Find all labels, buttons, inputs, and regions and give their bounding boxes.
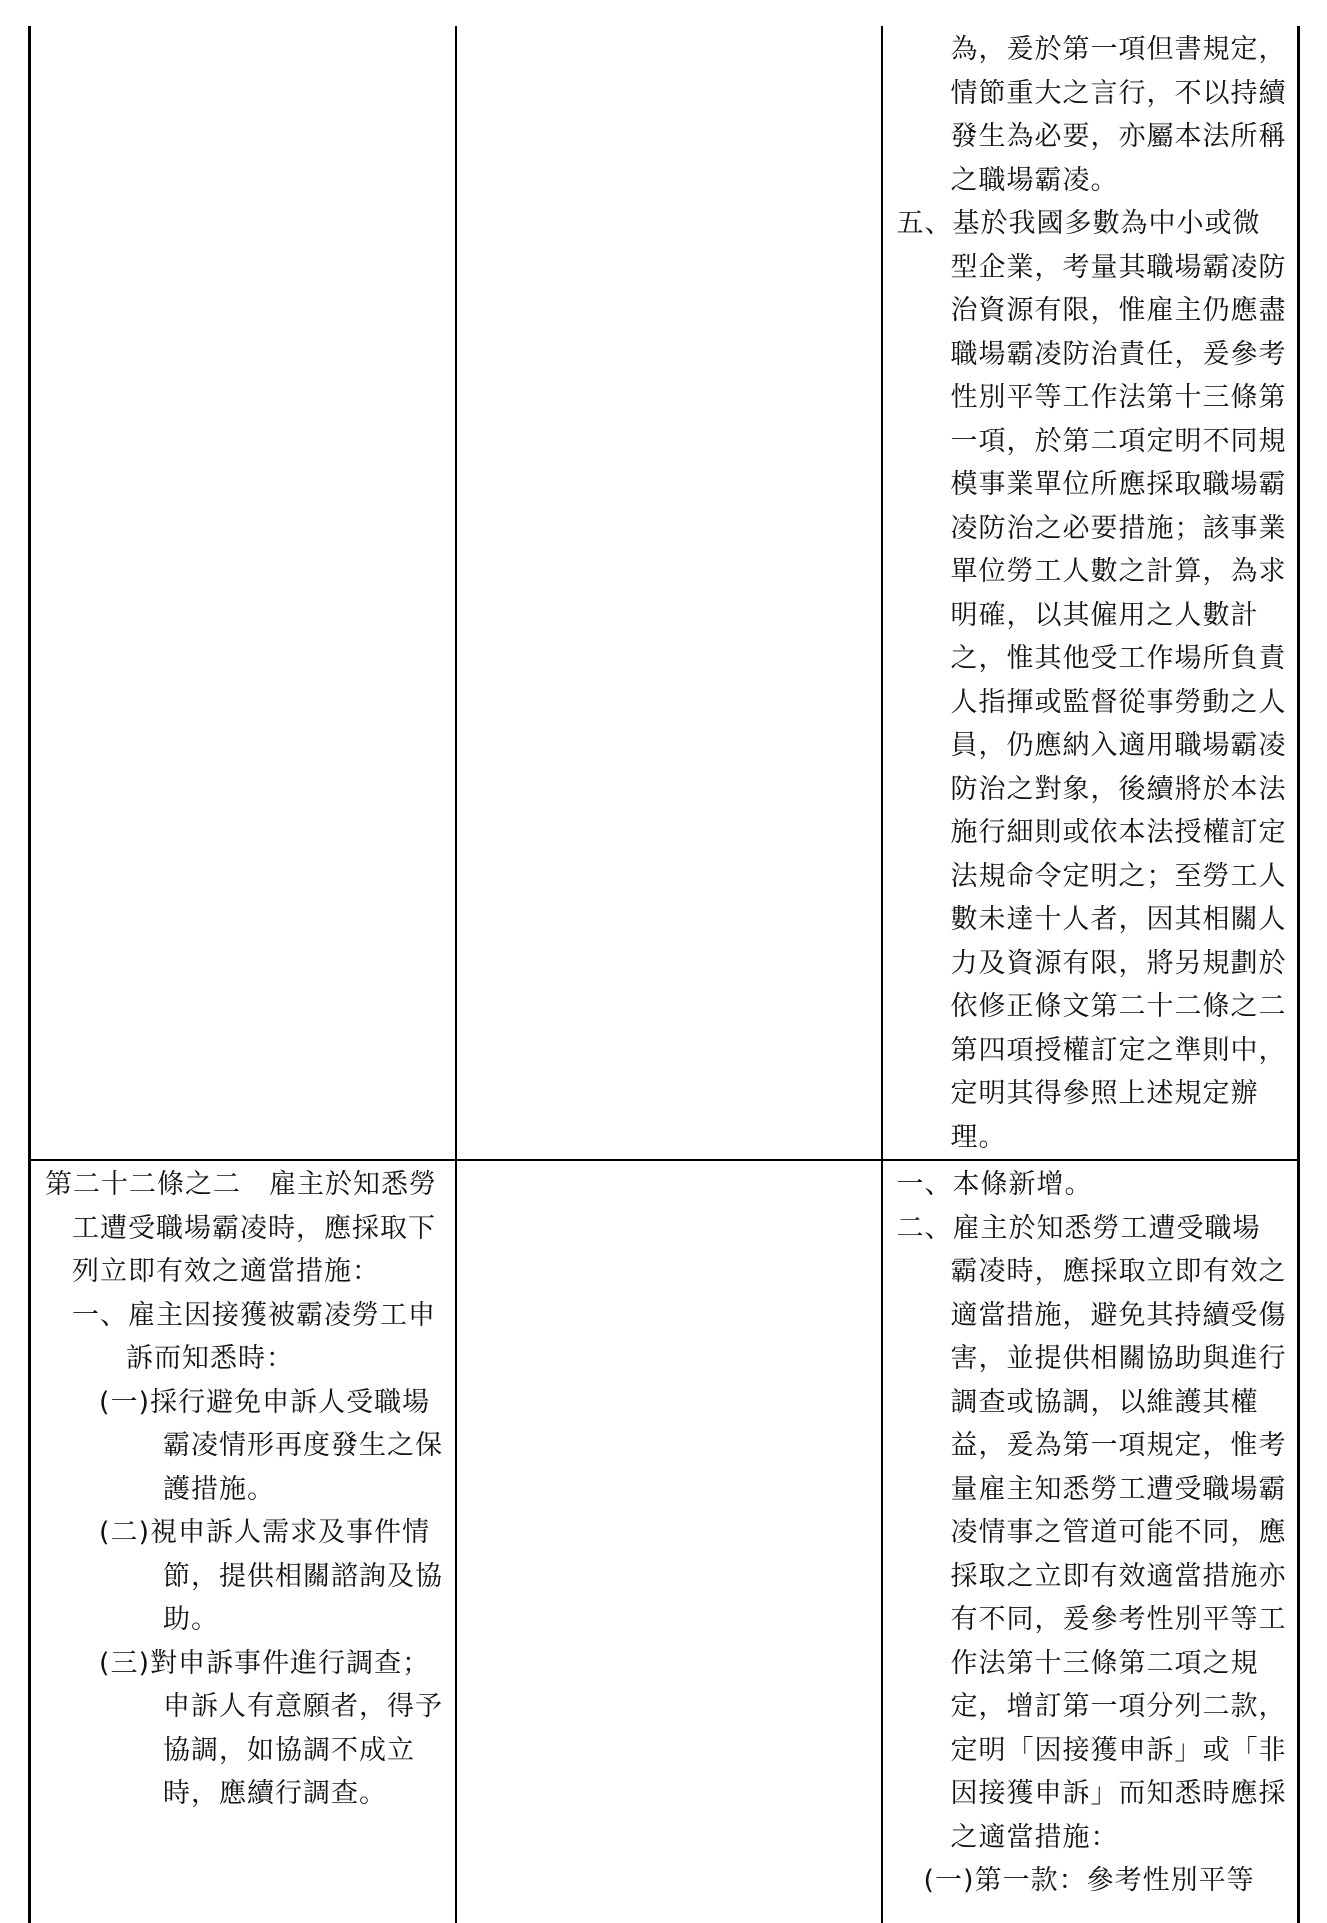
explanation-item-1: 一、本條新增。: [896, 1169, 1093, 1200]
current-provision-cell: [456, 26, 882, 1160]
amended-provision-cell: [30, 26, 456, 1160]
table-row: [30, 26, 1299, 1160]
amended-provision-cell: [30, 1160, 456, 1923]
table-row: [30, 1160, 1299, 1923]
article-subitem-1: (一)採行避免申訴人受職場霸凌情形再度發生之保護措施。: [99, 1386, 443, 1505]
explanation-subitem-1: (一)第一款：參考性別平等: [923, 1865, 1255, 1896]
article-heading: 第二十二條之二 雇主於知悉勞工遭受職場霸凌時，應採取下列立即有效之適當措施：: [45, 1169, 437, 1287]
explanation-item-2: 二、雇主於知悉勞工遭受職場霸凌時，應採取立即有效之適當措施，避免其持續受傷害，並提供相關協助與進行調查或協調，以維護其權益，爰為第一項規定，惟考量雇主知悉勞工遭受職場霸凌情事之管道可能不同，應採取之立即有效適當措施亦有不同，爰參考性別平等工作法第十三條第二項之規定，增訂第一項分列二款，定明「因接獲申訴」或「非因接獲申訴」而知悉時應採之適當措施：: [896, 1212, 1287, 1853]
explanation-item-4-continued: 為，爰於第一項但書規定，情節重大之言行，不以持續發生為必要，亦屬本法所稱之職場霸凌。: [950, 34, 1287, 196]
explanation-cell: [882, 26, 1299, 1160]
current-provision-cell: [456, 1160, 882, 1923]
article-subitem-3: (三)對申訴事件進行調查；申訴人有意願者，得予協調，如協調不成立時，應續行調查。: [99, 1647, 443, 1809]
explanation-cell: [882, 1160, 1299, 1923]
comparison-table: [28, 26, 1300, 1923]
article-item-1: 一、雇主因接獲被霸凌勞工申訴而知悉時：: [72, 1299, 436, 1374]
article-subitem-2: (二)視申訴人需求及事件情節，提供相關諮詢及協助。: [99, 1517, 443, 1635]
explanation-item-5: 五、基於我國多數為中小或微型企業，考量其職場霸凌防治資源有限，惟雇主仍應盡職場霸凌防治責任，爰參考性別平等工作法第十三條第一項，於第二項定明不同規模事業單位所應採取職場霸凌防治之必要措施；該事業單位勞工人數之計算，為求明確，以其僱用之人數計之，惟其他受工作場所負責人指揮或監督從事勞動之人員，仍應納入適用職場霸凌防治之對象，後續將於本法施行細則或依本法授權訂定法規命令定明之；至勞工人數未達十人者，因其相關人力及資源有限，將另規劃於依修正條文第二十二條之二第四項授權訂定之準則中，定明其得參照上述規定辦理。: [896, 208, 1287, 1153]
